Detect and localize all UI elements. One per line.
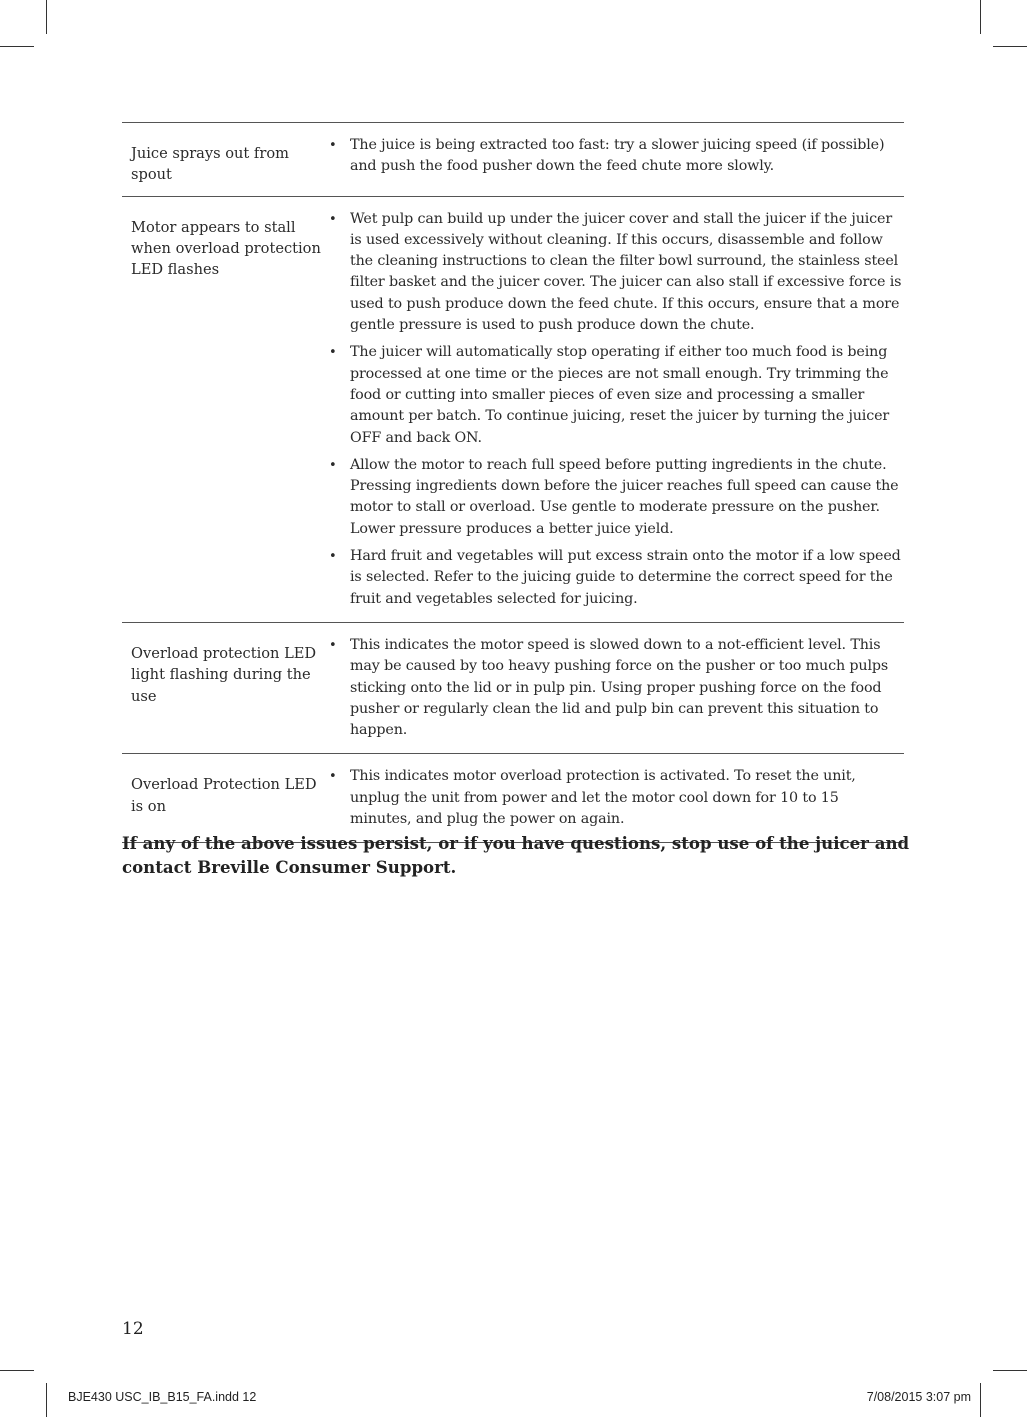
solution-item: • Wet pulp can build up under the juicer cover and stall the juicer if the juicer is used excessively without cleaning. If this occurs, disassemble and follow the cleaning instructions to clean the filter bowl surround, the stainless steel filter basket and the juicer cover. The juicer can also stall if excessive force is used to push produce down the feed chute. If this occurs, ensure that a more gentle pressure is used to push produce down the chute.: [327, 209, 904, 337]
crop-mark-bottom-right-vertical: [980, 1383, 981, 1417]
problem-cell: Juice sprays out from spout: [122, 123, 327, 197]
solution-list: [327, 635, 904, 741]
slug-filename: BJE430 USC_IB_B15_FA.indd 12: [68, 1390, 257, 1404]
solution-list: [327, 209, 904, 610]
solution-item: • This indicates the motor speed is slowed down to a not-efficient level. This may be caused by too heavy pushing force on the pusher or too much pulps sticking onto the lid or in pulp pin. Using proper pushing force on the food pusher or regularly clean the lid and pulp bin can prevent this situation to happen.: [327, 635, 904, 741]
table-row: [122, 196, 904, 622]
solution-item: • The juicer will automatically stop operating if either too much food is being processed at one time or the pieces are not small enough. Try trimming the food or cutting into smaller pieces of even size and processing a smaller amount per batch. To continue juicing, reset the juicer by turning the juicer OFF and back ON.: [327, 342, 904, 448]
closing-note: If any of the above issues persist, or if you have questions, stop use of the juicer and contact Breville Consumer Support.: [122, 833, 910, 877]
solution-item: • The juice is being extracted too fast: try a slower juicing speed (if possible) and push the food pusher down the feed chute more slowly.: [327, 135, 904, 178]
troubleshooting-table: [122, 122, 904, 843]
page-number: 12: [122, 1319, 144, 1339]
solution-item: • Hard fruit and vegetables will put excess strain onto the motor if a low speed is selected. Refer to the juicing guide to determine the correct speed for the fruit and vegetables selected for juicing.: [327, 546, 904, 610]
crop-mark-top-right-horizontal: [993, 46, 1027, 47]
solution-item: • This indicates motor overload protection is activated. To reset the unit, unplug the unit from power and let the motor cool down for 10 to 15 minutes, and plug the power on again.: [327, 766, 904, 830]
problem-cell: Overload Protection LED is on: [122, 754, 327, 843]
crop-mark-top-left-vertical: [46, 0, 47, 34]
table-row: [122, 754, 904, 843]
solution-cell: [327, 196, 904, 622]
solution-list: [327, 135, 904, 178]
crop-mark-bottom-left-horizontal: [0, 1370, 34, 1371]
crop-mark-bottom-right-horizontal: [993, 1370, 1027, 1371]
slug-timestamp: 7/08/2015 3:07 pm: [866, 1390, 971, 1404]
solution-item: • Allow the motor to reach full speed before putting ingredients in the chute. Pressing ingredients down before the juicer reaches full speed can cause the motor to stall or overload. Use gentle to moderate pressure on the pusher. Lower pressure produces a better juice yield.: [327, 455, 904, 540]
table-row: [122, 123, 904, 197]
solution-cell: [327, 754, 904, 843]
crop-mark-top-right-vertical: [980, 0, 981, 34]
crop-mark-bottom-left-vertical: [46, 1383, 47, 1417]
solution-cell: [327, 622, 904, 753]
crop-mark-top-left-horizontal: [0, 46, 34, 47]
solution-cell: [327, 123, 904, 197]
solution-list: [327, 766, 904, 830]
problem-cell: Motor appears to stall when overload protection LED flashes: [122, 196, 327, 622]
problem-cell: Overload protection LED light flashing during the use: [122, 622, 327, 753]
table-row: [122, 622, 904, 753]
